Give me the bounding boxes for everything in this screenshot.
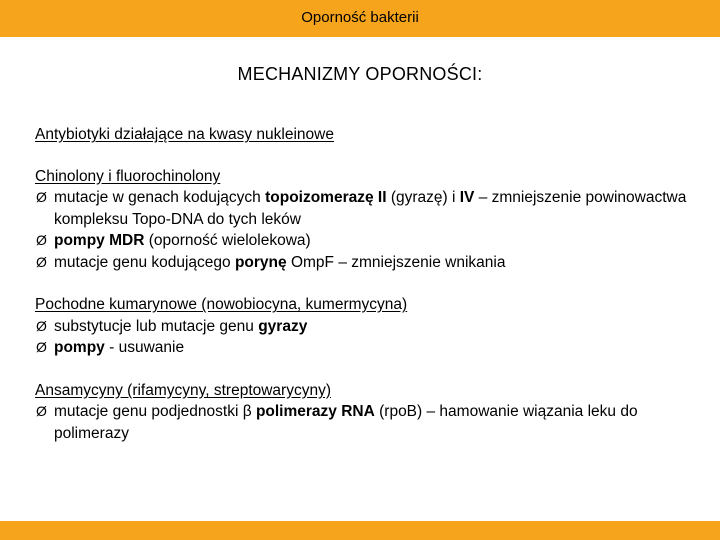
bullet-text: mutacje genu kodującego	[54, 253, 235, 271]
section-chinolony	[35, 166, 703, 274]
header-title: Oporność bakterii	[301, 9, 419, 26]
bullet-text: mutacje genu podjednostki β	[54, 403, 256, 420]
main-heading: Antybiotyki działające na kwasy nukleinowe	[35, 126, 334, 143]
list-item	[35, 187, 703, 230]
bullet-bold-text: topoizomerazę II	[265, 189, 387, 206]
list-item	[35, 230, 703, 252]
arrow-bullet-icon: Ø	[36, 189, 47, 205]
list-item	[35, 252, 703, 274]
bullet-text: mutacje w genach kodujących	[54, 189, 266, 206]
bullet-text: OmpF – zmniejszenie wnikania	[286, 253, 506, 271]
bullet-text: (rpoB) – hamowanie wiązania leku do polimerazy	[54, 403, 638, 442]
bullet-text: (gyrazę) i	[386, 189, 460, 206]
bullet-text: – zmniejszenie powinowactwa kompleksu Topo-DNA do tych leków	[54, 189, 687, 228]
list-item	[35, 337, 703, 359]
section-heading: Chinolony i fluorochinolony	[35, 167, 221, 185]
bullet-bold-text: pompy	[54, 339, 105, 356]
bullet-bold-text: polimerazy RNA	[255, 403, 375, 420]
section-heading: Ansamycyny (rifamycyny, streptowarycyny)	[35, 381, 331, 399]
slide-title: MECHANIZMY OPORNOŚCI:	[237, 64, 483, 84]
bullet-bold-text: IV	[459, 189, 475, 206]
arrow-bullet-icon: Ø	[36, 403, 47, 419]
list-item	[35, 316, 703, 338]
arrow-bullet-icon: Ø	[36, 317, 47, 334]
section-kumarynowe	[35, 294, 703, 359]
bullet-text: - usuwanie	[104, 339, 185, 356]
arrow-bullet-icon: Ø	[36, 253, 47, 270]
footer-bar	[0, 521, 720, 540]
arrow-bullet-icon: Ø	[36, 339, 47, 355]
bullet-text: substytucje lub mutacje genu	[54, 317, 259, 335]
bullet-text: (oporność wielolekowa)	[144, 232, 311, 249]
slide-content	[35, 124, 703, 444]
section-heading: Pochodne kumarynowe (nowobiocyna, kumermycyna)	[35, 296, 408, 313]
list-item	[35, 401, 703, 444]
arrow-bullet-icon: Ø	[36, 232, 47, 248]
bullet-bold-text: gyrazy	[258, 317, 308, 335]
section-ansamycyny	[35, 380, 703, 445]
bullet-bold-text: porynę	[234, 253, 287, 271]
header-bar	[0, 0, 720, 37]
bullet-bold-text: pompy MDR	[54, 232, 145, 249]
